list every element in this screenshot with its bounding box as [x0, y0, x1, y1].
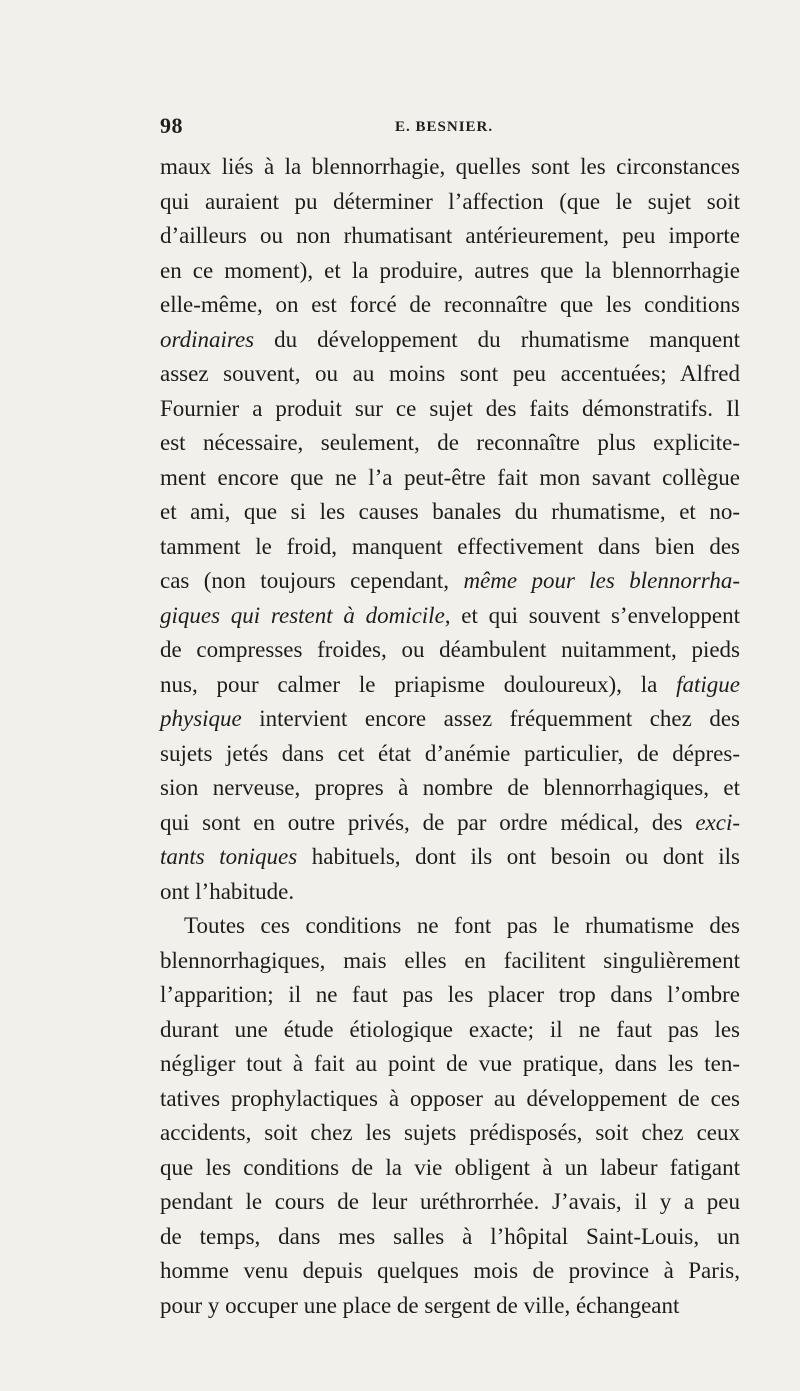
italic-text: physique: [160, 706, 242, 731]
text-span: qui sont en outre privés, de par ordre médical, des: [160, 809, 696, 835]
text-line: [160, 288, 740, 323]
text-span: blennorrhagiques, mais elles en facilitent singulièrement: [160, 947, 740, 973]
text-line: [160, 978, 740, 1013]
text-span: est nécessaire, seulement, de reconnaître plus explicite-: [160, 430, 740, 455]
italic-text: tants toniques: [160, 844, 298, 869]
text-span: négliger tout à fait au point de vue pratique, dans les ten-: [160, 1051, 740, 1076]
text-span: durant une étude étiologique exacte; il ne faut pas les: [160, 1016, 740, 1042]
text-line: [160, 702, 740, 737]
text-line: [160, 426, 740, 461]
text-span: sion nerveuse, propres à nombre de blennorrhagiques, et: [160, 775, 740, 800]
text-span: du développement du rhumatisme manquent: [254, 326, 740, 352]
text-span: maux liés à la blennorrhagie, quelles sont les circonstances: [160, 154, 740, 179]
text-span: assez souvent, ou au moins sont peu accentuées; Alfred: [160, 361, 740, 386]
italic-text: exci-: [695, 809, 740, 835]
text-line: [160, 150, 740, 185]
text-span: nus, pour calmer le priapisme douloureux), la: [160, 671, 677, 697]
text-span: de temps, dans mes salles à l’hôpital Saint-Louis, un: [160, 1223, 740, 1249]
text-line: [160, 771, 740, 806]
text-line: [160, 668, 740, 703]
body-text: [160, 150, 740, 1323]
text-span: , et qui souvent s’enveloppent: [444, 602, 740, 628]
text-line: [160, 495, 740, 530]
text-span: Fournier a produit sur ce sujet des faits démonstratifs. Il: [160, 395, 740, 421]
text-line: [160, 185, 740, 220]
text-line: [160, 1254, 740, 1289]
text-line: [160, 1013, 740, 1048]
italic-text: même pour les blennorrha-: [463, 568, 740, 593]
italic-text: giques qui restent à domicile: [160, 602, 445, 628]
text-line: [160, 1082, 740, 1117]
italic-text: ordinaires: [160, 326, 255, 352]
text-line: [160, 1220, 740, 1255]
text-span: intervient encore assez fréquemment chez des: [241, 706, 740, 731]
page-number: 98: [160, 113, 183, 138]
text-span: tamment le froid, manquent effectivement dans bien des: [160, 533, 740, 559]
text-span: pendant le cours de leur uréthrorrhée. J’avais, il y a peu: [160, 1189, 740, 1214]
text-line: [160, 599, 740, 634]
text-span: pour y occuper une place de sergent de ville, échangeant: [160, 1292, 680, 1318]
text-span: accidents, soit chez les sujets prédisposés, soit chez ceux: [160, 1120, 740, 1145]
text-span: ment encore que ne l’a peut-être fait mon savant collègue: [160, 464, 740, 490]
text-line: [160, 1289, 740, 1324]
text-span: ont l’habitude.: [160, 878, 295, 904]
text-line: [160, 633, 740, 668]
text-span: qui auraient pu déterminer l’affection (que le sujet soit: [160, 188, 740, 214]
text-span: Toutes ces conditions ne font pas le rhumatisme des: [184, 913, 740, 938]
text-span: de compresses froides, ou déambulent nuitamment, pieds: [160, 637, 740, 662]
text-line: [160, 840, 740, 875]
text-span: sujets jetés dans cet état d’anémie particulier, de dépres-: [160, 740, 740, 766]
text-line: [160, 323, 740, 358]
text-line: [160, 357, 740, 392]
text-span: d’ailleurs ou non rhumatisant antérieurement, peu importe: [160, 223, 740, 248]
text-line: [160, 254, 740, 289]
text-line: [160, 806, 740, 841]
italic-text: fatigue: [676, 671, 740, 697]
text-line: [160, 875, 740, 910]
text-span: elle-même, on est forcé de reconnaître que les conditions: [160, 292, 740, 317]
text-line: [160, 1185, 740, 1220]
text-span: habituels, dont ils ont besoin ou dont ils: [297, 844, 740, 869]
text-span: en ce moment), et la produire, autres que la blennorrhagie: [160, 257, 740, 283]
text-span: homme venu depuis quelques mois de province à Paris,: [160, 1258, 740, 1283]
text-line: [160, 219, 740, 254]
text-line: [160, 1047, 740, 1082]
text-span: l’apparition; il ne faut pas les placer trop dans l’ombre: [160, 982, 740, 1007]
text-line: [160, 1116, 740, 1151]
text-line: [160, 461, 740, 496]
text-line: [160, 530, 740, 565]
text-line: [160, 564, 740, 599]
text-span: et ami, que si les causes banales du rhumatisme, et no-: [160, 499, 740, 524]
page-header: [160, 113, 740, 143]
text-span: que les conditions de la vie obligent à un labeur fatigant: [160, 1154, 740, 1180]
text-line: [160, 1151, 740, 1186]
text-line: [160, 944, 740, 979]
text-line: [160, 737, 740, 772]
text-line: [160, 392, 740, 427]
text-span: tatives prophylactiques à opposer au développement de ces: [160, 1085, 740, 1111]
text-line: [160, 909, 740, 944]
running-head: E. BESNIER.: [395, 119, 494, 135]
text-span: cas (non toujours cependant,: [160, 568, 464, 593]
